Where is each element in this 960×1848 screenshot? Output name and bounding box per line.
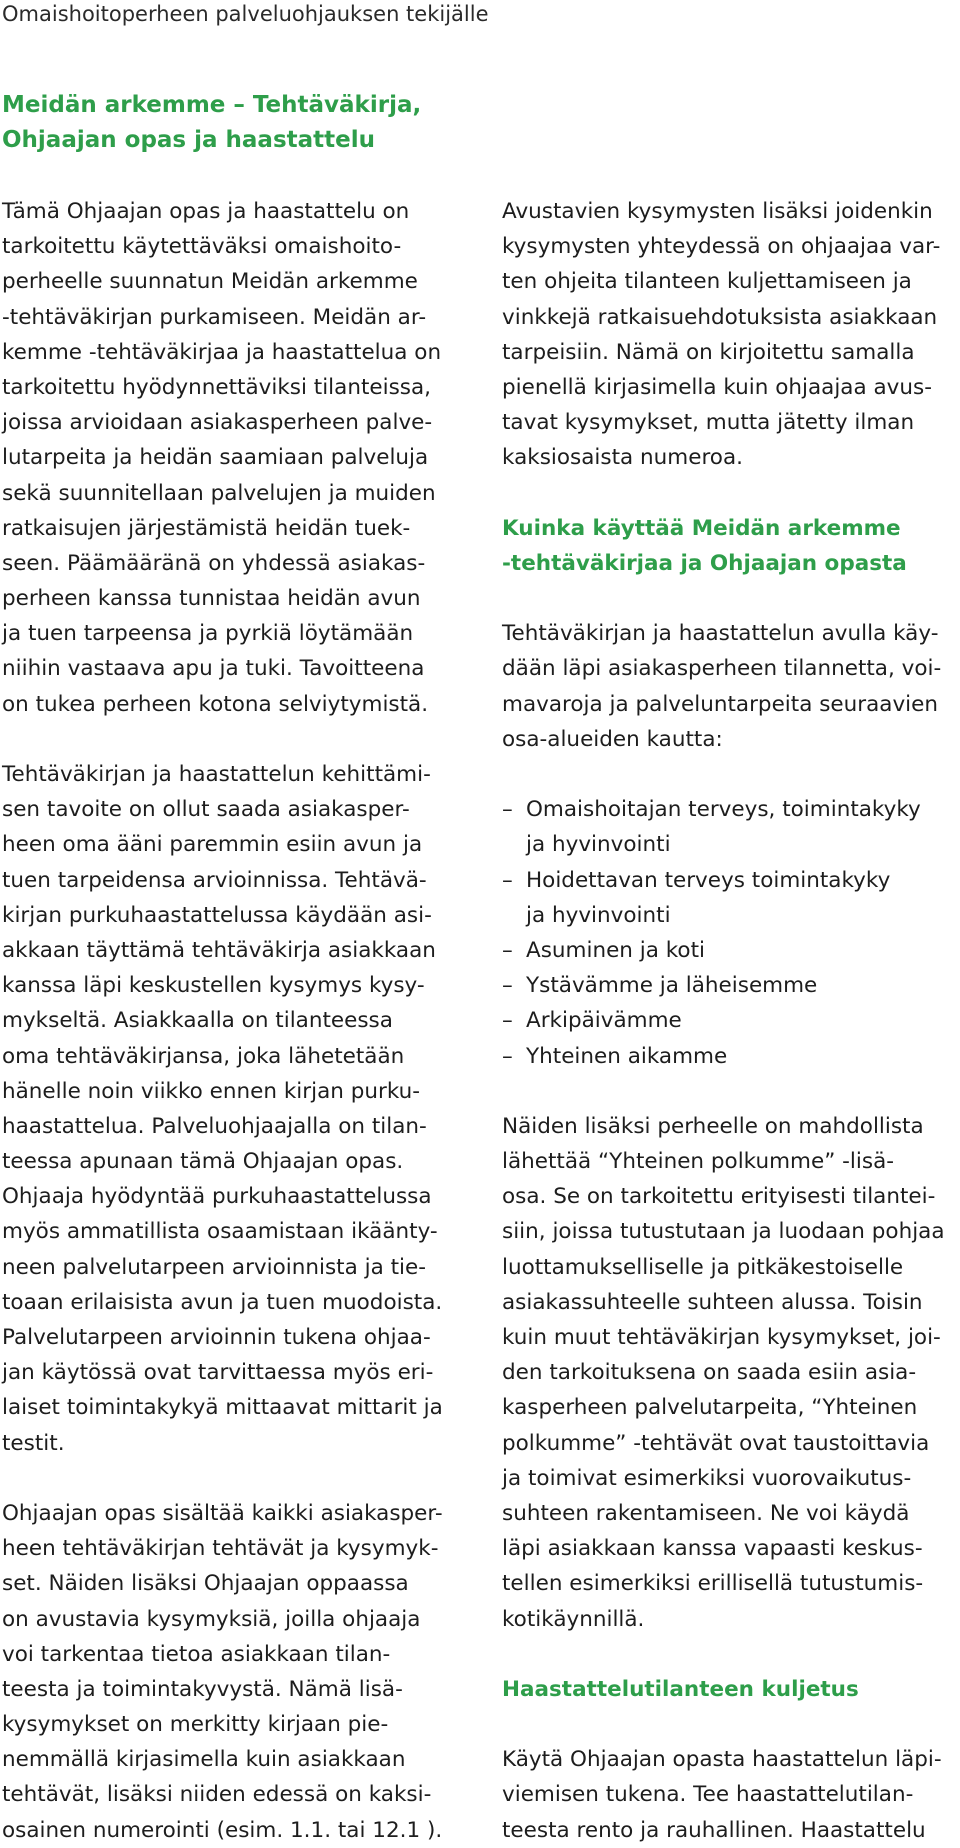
- paragraph-gap: [502, 1707, 960, 1742]
- list-item: [502, 863, 960, 898]
- list-item-text: Yhteinen aikamme: [526, 1043, 728, 1069]
- body-text-line: neen palvelutarpeen arvioinnista ja tie-: [2, 1254, 426, 1280]
- body-text-line: tehtävät, lisäksi niiden edessä on kaksi-: [2, 1782, 432, 1808]
- body-text-line: teesta rento ja rauhallinen. Haastattelu: [502, 1817, 926, 1843]
- body-text-line: siin, joissa tutustutaan ja luodaan pohjaa: [502, 1219, 945, 1245]
- body-text-line: tavat kysymykset, mutta jätetty ilman: [502, 410, 915, 436]
- body-text-line: osainen numerointi (esim. 1.1. tai 12.1 ).: [2, 1817, 443, 1843]
- list-dash: –: [502, 1043, 513, 1069]
- paragraph-gap: [502, 581, 960, 616]
- body-text-line: pienellä kirjasimella kuin ohjaajaa avus-: [502, 374, 932, 400]
- list-dash: –: [502, 1008, 513, 1034]
- body-text-line: osa-alueiden kautta:: [502, 726, 723, 752]
- body-text-line: laiset toimintakykyä mittaavat mittarit ja: [2, 1395, 443, 1421]
- list-dash: –: [502, 973, 513, 999]
- body-text-line: sekä suunnitellaan palvelujen ja muiden: [2, 480, 436, 506]
- body-text-line: mavaroja ja palveluntarpeita seuraavien: [502, 691, 939, 717]
- list-dash: –: [502, 867, 513, 893]
- paragraph-gap: [502, 476, 960, 511]
- body-text-line: Tehtäväkirjan ja haastattelun kehittämi-: [2, 762, 431, 787]
- body-text-line: kasperheen palvelutarpeita, “Yhteinen: [502, 1395, 918, 1421]
- list-dash: –: [502, 937, 513, 963]
- left-column: [2, 194, 472, 1848]
- body-text-line: set. Näiden lisäksi Ohjaajan oppaassa: [2, 1571, 409, 1597]
- list-item-text: Hoidettavan terveys toimintakyky: [526, 867, 891, 893]
- body-text-line: tellen esimerkiksi erillisellä tutustumis-: [502, 1571, 924, 1597]
- body-text-line: kuin muut tehtäväkirjan kysymykset, joi-: [502, 1325, 941, 1350]
- list-item: [502, 933, 960, 968]
- body-text-line: kotikäynnillä.: [502, 1606, 645, 1632]
- body-text-line: ratkaisujen järjestämistä heidän tuek-: [2, 515, 411, 541]
- body-text-line: ten ohjeita tilanteen kuljettamiseen ja: [502, 269, 912, 295]
- body-text-line: oma tehtäväkirjansa, joka lähetetään: [2, 1043, 405, 1069]
- list-dash: –: [502, 797, 513, 823]
- list-item-text: Omaishoitajan terveys, toimintakyky: [526, 797, 921, 823]
- list-item: [502, 968, 960, 1003]
- section-heading-line: Haastattelutilanteen kuljetus: [502, 1676, 859, 1702]
- body-text-line: luottamukselliselle ja pitkäkestoiselle: [502, 1254, 904, 1280]
- body-text-line: suhteen rakentamiseen. Ne voi käydä: [502, 1500, 910, 1526]
- body-text-line: -tehtäväkirjan purkamiseen. Meidän ar-: [2, 304, 427, 330]
- list-item-text: Asuminen ja koti: [526, 937, 705, 963]
- section-heading-line: Kuinka käyttää Meidän arkemme: [502, 515, 901, 541]
- running-header: Omaishoitoperheen palveluohjauksen tekijälle: [2, 2, 489, 26]
- list-item-text: Ystävämme ja läheisemme: [526, 973, 818, 999]
- body-text-line: testit.: [2, 1430, 65, 1456]
- paragraph-gap: [502, 757, 960, 792]
- body-text-line: perheelle suunnatun Meidän arkemme: [2, 269, 418, 295]
- document-title: [2, 88, 421, 158]
- body-text-line: myös ammatillista osaamistaan ikäänty-: [2, 1219, 438, 1245]
- body-text-line: polkumme” -tehtävät ovat taustoittavia: [502, 1430, 930, 1456]
- body-text-line: akkaan täyttämä tehtäväkirja asiakkaan: [2, 937, 436, 963]
- body-text-line: Avustavien kysymysten lisäksi joidenkin: [502, 199, 933, 224]
- body-text-line: Näiden lisäksi perheelle on mahdollista: [502, 1113, 924, 1139]
- body-text-line: tuen tarpeidensa arvioinnissa. Tehtävä-: [2, 867, 427, 893]
- list-item: [502, 792, 960, 827]
- body-text-line: den tarkoituksena on saada esiin asia-: [502, 1360, 917, 1386]
- body-text-line: Ohjaaja hyödyntää purkuhaastattelussa: [2, 1184, 432, 1210]
- body-text-line: ja tuen tarpeensa ja pyrkiä löytämään: [2, 621, 414, 647]
- list-item-continuation: ja hyvinvointi: [526, 832, 671, 858]
- body-text-line: voi tarkentaa tietoa asiakkaan tilan-: [2, 1641, 391, 1667]
- body-text-line: haastattelua. Palveluohjaajalla on tilan-: [2, 1113, 427, 1139]
- body-text-line: läpi asiakkaan kanssa vapaasti keskus-: [502, 1536, 923, 1562]
- document-title-line: Ohjaajan opas ja haastattelu: [2, 127, 375, 153]
- body-text-line: asiakassuhteelle suhteen alussa. Toisin: [502, 1289, 923, 1315]
- body-text-line: Ohjaajan opas sisältää kaikki asiakasper-: [2, 1500, 443, 1526]
- body-text-line: sen tavoite on ollut saada asiakasper-: [2, 797, 410, 823]
- body-text-line: lähettää “Yhteinen polkumme” -lisä-: [502, 1149, 895, 1175]
- body-text-line: kemme -tehtäväkirjaa ja haastattelua on: [2, 339, 442, 365]
- body-text-line: kysymysten yhteydessä on ohjaajaa var-: [502, 234, 941, 260]
- body-text-line: joissa arvioidaan asiakasperheen palve-: [2, 410, 433, 436]
- body-text-line: teessa apunaan tämä Ohjaajan opas.: [2, 1149, 404, 1175]
- paragraph-gap: [502, 1074, 960, 1109]
- document-title-line: Meidän arkemme – Tehtäväkirja,: [2, 92, 422, 118]
- body-text-line: tarpeisiin. Nämä on kirjoitettu samalla: [502, 339, 915, 365]
- body-text-line: heen tehtäväkirjan tehtävät ja kysymyk-: [2, 1536, 439, 1562]
- body-text-line: nemmällä kirjasimella kuin asiakkaan: [2, 1747, 406, 1773]
- body-text-line: lutarpeita ja heidän saamiaan palveluja: [2, 445, 429, 471]
- body-text-line: vinkkejä ratkaisuehdotuksista asiakkaan: [502, 304, 938, 330]
- body-text-line: toaan erilaisista avun ja tuen muodoista.: [2, 1289, 443, 1315]
- paragraph-gap: [502, 1637, 960, 1672]
- body-text-line: Tämä Ohjaajan opas ja haastattelu on: [2, 199, 410, 224]
- body-text-line: on avustavia kysymyksiä, joilla ohjaaja: [2, 1606, 421, 1632]
- body-text-line: Tehtäväkirjan ja haastattelun avulla käy-: [502, 621, 939, 647]
- body-text-line: kysymykset on merkitty kirjaan pie-: [2, 1712, 389, 1738]
- paragraph-gap: [2, 1461, 472, 1496]
- paragraph-gap: [2, 722, 472, 757]
- body-text-line: heen oma ääni paremmin esiin avun ja: [2, 832, 423, 858]
- body-text-line: niihin vastaava apu ja tuki. Tavoitteena: [2, 656, 425, 682]
- body-text-line: dään läpi asiakasperheen tilannetta, voi-: [502, 656, 942, 682]
- body-text-line: viemisen tukena. Tee haastattelutilan-: [502, 1782, 914, 1808]
- body-text-line: tarkoitettu käytettäväksi omaishoito-: [2, 234, 402, 260]
- right-column: [502, 194, 960, 1848]
- body-text-line: Palvelutarpeen arvioinnin tukena ohjaa-: [2, 1325, 431, 1350]
- body-text-line: tarkoitettu hyödynnettäviksi tilanteissa,: [2, 374, 432, 400]
- list-item-continuation: ja hyvinvointi: [526, 902, 671, 928]
- list-item-text: Arkipäivämme: [526, 1008, 682, 1034]
- list-item: [502, 1003, 960, 1038]
- list-item: [502, 1039, 960, 1074]
- body-text-line: hänelle noin viikko ennen kirjan purku-: [2, 1078, 421, 1104]
- body-text-line: teesta ja toimintakyvystä. Nämä lisä-: [2, 1676, 403, 1702]
- body-text-line: seen. Päämääränä on yhdessä asiakas-: [2, 550, 426, 576]
- body-text-line: ja toimivat esimerkiksi vuorovaikutus-: [502, 1465, 912, 1491]
- body-text-line: Käytä Ohjaajan opasta haastattelun läpi-: [502, 1747, 942, 1773]
- body-text-line: osa. Se on tarkoitettu erityisesti tilantei-: [502, 1184, 936, 1210]
- body-text-line: kaksiosaista numeroa.: [502, 445, 743, 471]
- body-text-line: perheen kanssa tunnistaa heidän avun: [2, 586, 421, 612]
- body-text-line: mykseltä. Asiakkaalla on tilanteessa: [2, 1008, 393, 1034]
- section-heading-line: -tehtäväkirjaa ja Ohjaajan opasta: [502, 550, 907, 576]
- body-text-line: on tukea perheen kotona selviytymistä.: [2, 691, 429, 717]
- body-text-line: jan käytössä ovat tarvittaessa myös eri-: [2, 1360, 434, 1386]
- body-text-line: kanssa läpi keskustellen kysymys kysy-: [2, 973, 425, 999]
- body-text-line: kirjan purkuhaastattelussa käydään asi-: [2, 902, 432, 928]
